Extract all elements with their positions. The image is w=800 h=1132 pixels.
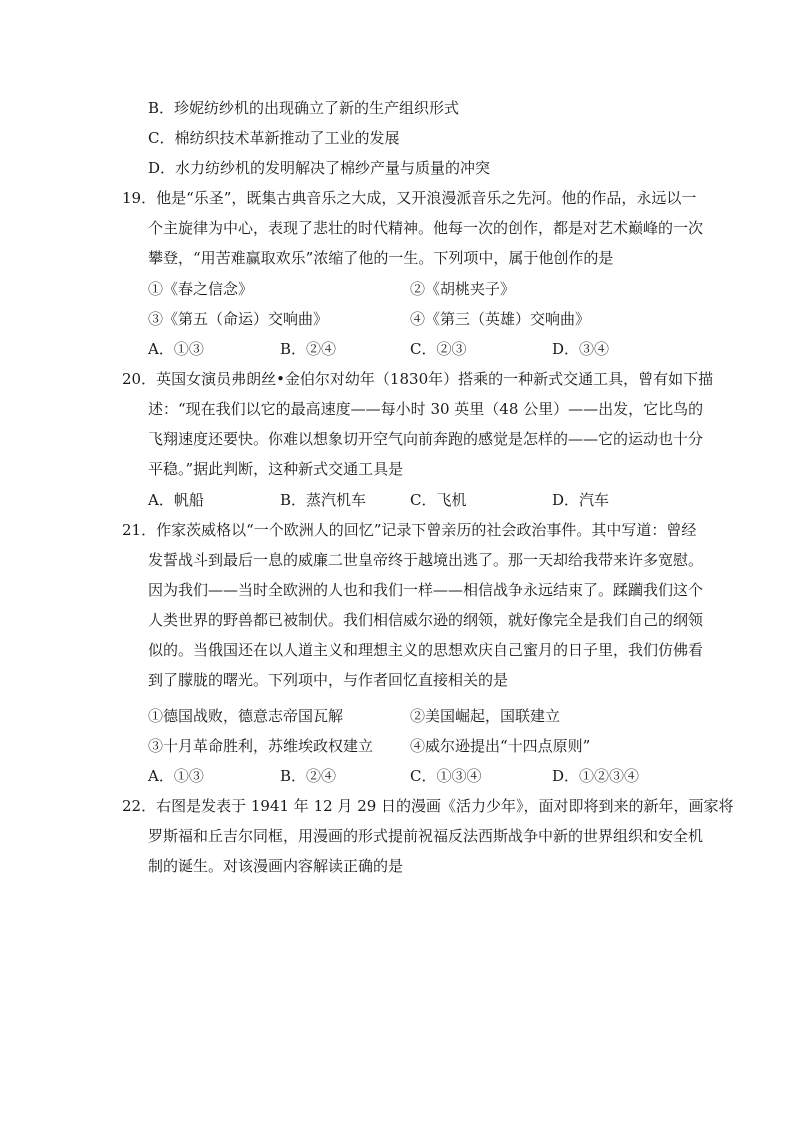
q19-stem-line-3: 攀登，“用苦难赢取欢乐”浓缩了他的一生。下列项中，属于他创作的是 xyxy=(148,249,614,267)
q21-item-2: ②美国崛起，国联建立 xyxy=(410,707,561,725)
q21-item-1: ①德国战败，德意志帝国瓦解 xyxy=(148,707,344,725)
q19-item-4: ④《第三（英雄）交响曲》 xyxy=(410,310,591,328)
q21-stem-line-5: 似的。当俄国还在以人道主义和理想主义的思想欢庆自己蜜月的日子里，我们仿佛看 xyxy=(148,641,704,659)
q18-option-c: C．棉纺织技术革新推动了工业的发展 xyxy=(148,129,400,147)
q20-stem-line-4: 平稳。”据此判断，这种新式交通工具是 xyxy=(148,460,404,478)
q20-choice-d: D．汽车 xyxy=(552,491,610,509)
q21-choice-c: C．①③④ xyxy=(410,767,482,785)
q21-stem-line-3: 因为我们——当时全欧洲的人也和我们一样——相信战争永远结束了。蹂躏我们这个 xyxy=(148,581,704,599)
q20-stem-line-3: 飞翔速度还要快。你难以想象切开空气向前奔跑的感觉是怎样的——它的运动也十分 xyxy=(148,430,704,448)
q20-stem-line-1: 20．英国女演员弗朗丝•金伯尔对幼年（1830年）搭乘的一种新式交通工具，曾有如下描 xyxy=(122,370,714,388)
q19-choice-b: B．②④ xyxy=(280,340,337,358)
q20-choice-a: A．帆船 xyxy=(148,491,204,509)
q19-item-1: ①《春之信念》 xyxy=(148,280,254,298)
q22-stem-line-3: 制的诞生。对该漫画内容解读正确的是 xyxy=(148,857,404,875)
q21-choice-b: B．②④ xyxy=(280,767,337,785)
q19-choice-a: A．①③ xyxy=(148,340,204,358)
q21-stem-line-2: 发誓战斗到最后一息的威廉二世皇帝终于越境出逃了。那一天却给我带来许多宽慰。 xyxy=(148,551,704,569)
q22-stem-line-1: 22．右图是发表于 1941 年 12 月 29 日的漫画《活力少年》，面对即将到来的新年，画家将 xyxy=(122,797,734,815)
q19-choice-c: C．②③ xyxy=(410,340,467,358)
q19-stem-line-1: 19．他是“乐圣”，既集古典音乐之大成，又开浪漫派音乐之先河。他的作品，永远以一 xyxy=(122,189,697,207)
q19-item-3: ③《第五（命运）交响曲》 xyxy=(148,310,329,328)
q20-choice-b: B．蒸汽机车 xyxy=(280,491,367,509)
q21-choice-d: D．①②③④ xyxy=(552,767,640,785)
q18-option-d: D．水力纺纱机的发明解决了棉纱产量与质量的冲突 xyxy=(148,159,491,177)
q21-stem-line-6: 到了朦胧的曙光。下列项中，与作者回忆直接相关的是 xyxy=(148,671,509,689)
q19-stem-line-2: 个主旋律为中心，表现了悲壮的时代精神。他每一次的创作，都是对艺术巅峰的一次 xyxy=(148,219,704,237)
q21-stem-line-4: 人类世界的野兽都已被制伏。我们相信威尔逊的纲领，就好像完全是我们自己的纲领 xyxy=(148,611,704,629)
q21-item-4: ④威尔逊提出“十四点原则” xyxy=(410,737,591,755)
q21-item-3: ③十月革命胜利，苏维埃政权建立 xyxy=(148,737,374,755)
q20-choice-c: C．飞机 xyxy=(410,491,467,509)
q19-choice-d: D．③④ xyxy=(552,340,610,358)
q18-option-b: B．珍妮纺纱机的出现确立了新的生产组织形式 xyxy=(148,99,460,117)
q22-stem-line-2: 罗斯福和丘吉尔同框，用漫画的形式提前祝福反法西斯战争中新的世界组织和安全机 xyxy=(148,827,704,845)
q21-choice-a: A．①③ xyxy=(148,767,204,785)
q21-stem-line-1: 21．作家茨威格以“一个欧洲人的回忆”记录下曾亲历的社会政治事件。其中写道：曾经 xyxy=(122,521,697,539)
q19-item-2: ②《胡桃夹子》 xyxy=(410,280,516,298)
q20-stem-line-2: 述：“现在我们以它的最高速度——每小时 30 英里（48 公里）——出发，它比鸟的 xyxy=(148,400,704,418)
